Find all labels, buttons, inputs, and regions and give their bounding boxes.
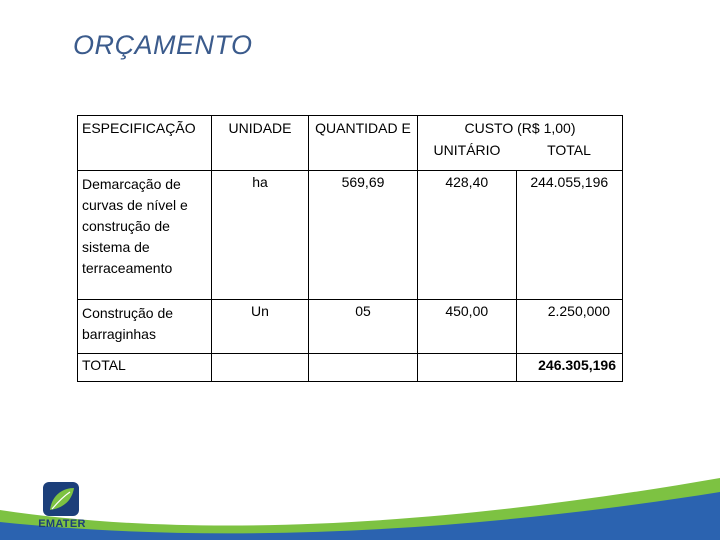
cell-unidade: ha bbox=[212, 171, 309, 300]
header-quantidade: QUANTIDAD E bbox=[309, 116, 418, 171]
header-especificacao: ESPECIFICAÇÃO bbox=[78, 116, 212, 171]
total-label: TOTAL bbox=[78, 354, 212, 382]
cell-total: 244.055,196 bbox=[516, 171, 623, 300]
cell-especificacao: Demarcação de curvas de nível e construção de sistema de terraceamento bbox=[78, 171, 212, 300]
header-custo: CUSTO (R$ 1,00) bbox=[418, 116, 623, 143]
cell-quantidade: 569,69 bbox=[309, 171, 418, 300]
total-empty-cell bbox=[212, 354, 309, 382]
header-unidade: UNIDADE bbox=[212, 116, 309, 171]
cell-unitario: 450,00 bbox=[418, 300, 517, 354]
cell-unitario: 428,40 bbox=[418, 171, 517, 300]
table-row bbox=[78, 300, 623, 354]
table-row bbox=[78, 171, 623, 300]
leaf-icon bbox=[30, 478, 92, 540]
cell-total: 2.250,000 bbox=[516, 300, 623, 354]
slide-title: ORÇAMENTO bbox=[73, 30, 253, 60]
header-total: TOTAL bbox=[516, 142, 623, 171]
footer-swoosh bbox=[0, 470, 720, 540]
budget-table bbox=[77, 115, 623, 382]
total-value: 246.305,196 bbox=[516, 354, 623, 382]
total-row bbox=[78, 354, 623, 382]
cell-quantidade: 05 bbox=[309, 300, 418, 354]
total-empty-cell bbox=[418, 354, 517, 382]
logo-name: EMATER bbox=[38, 518, 86, 530]
cell-unidade: Un bbox=[212, 300, 309, 354]
total-empty-cell bbox=[309, 354, 418, 382]
cell-especificacao: Construção de barraginhas bbox=[78, 300, 212, 354]
header-row bbox=[78, 116, 623, 143]
header-unitario: UNITÁRIO bbox=[418, 142, 517, 171]
